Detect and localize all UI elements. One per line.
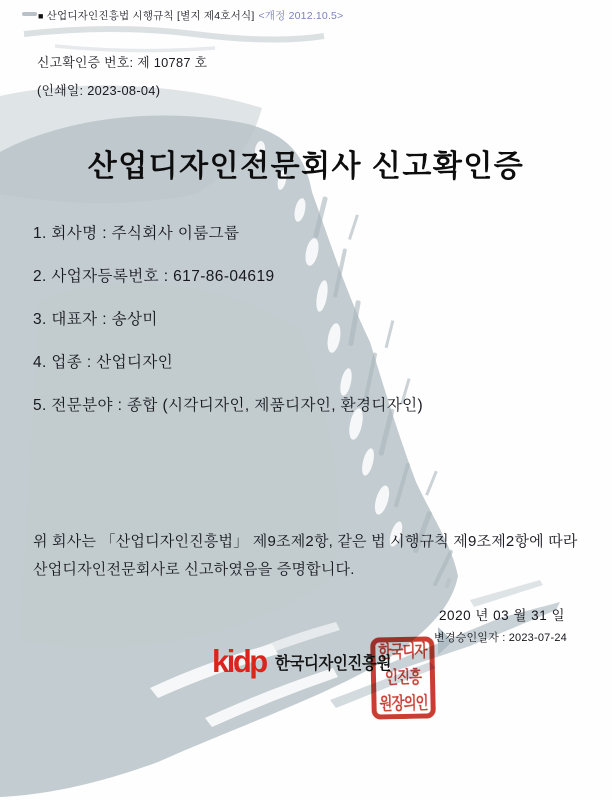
issue-date: 2020 년 03 월 31 일 <box>439 608 565 623</box>
org-name: 한국디자인진흥원 <box>274 654 391 673</box>
revision-note: <개정 2012.10.5> <box>258 10 344 22</box>
page-title: 산업디자인전문회사 신고확인증 <box>87 150 525 183</box>
field-list <box>33 226 423 441</box>
kidp-logo: kidp <box>212 643 266 680</box>
change-approval-date: 변경승인일자 : 2023-07-24 <box>434 632 567 644</box>
seal-row: 원장의인 <box>379 693 428 714</box>
field-industry: 4. 업종 : 산업디자인 <box>33 354 174 371</box>
seal-row: 인진흥 <box>384 667 422 688</box>
print-date: (인쇄일: 2023-08-04) <box>37 83 161 98</box>
field-business-reg-number: 2. 사업자등록번호 : 617-86-04619 <box>33 268 275 285</box>
seal-row: 한국디자 <box>378 641 427 662</box>
field-representative: 3. 대표자 : 송상미 <box>33 311 158 328</box>
regulation-line <box>38 8 343 23</box>
certificate-number: 신고확인증 번호: 제 10787 호 <box>37 55 208 70</box>
certification-statement: 위 회사는 「산업디자인진흥법」 제9조제2항, 같은 법 시행규칙 제9조제2항에 따라 산업디자인전문회사로 신고하였음을 증명합니다. <box>33 533 578 578</box>
official-seal <box>370 636 436 719</box>
black-square-bullet: ■ <box>38 11 44 21</box>
field-specialty: 5. 전문분야 : 종합 (시각디자인, 제품디자인, 환경디자인) <box>33 397 424 414</box>
field-company-name: 1. 회사명 : 주식회사 이룸그룹 <box>33 225 240 242</box>
regulation-text: 산업디자인진흥법 시행규칙 [별지 제4호서식] <box>46 10 255 22</box>
